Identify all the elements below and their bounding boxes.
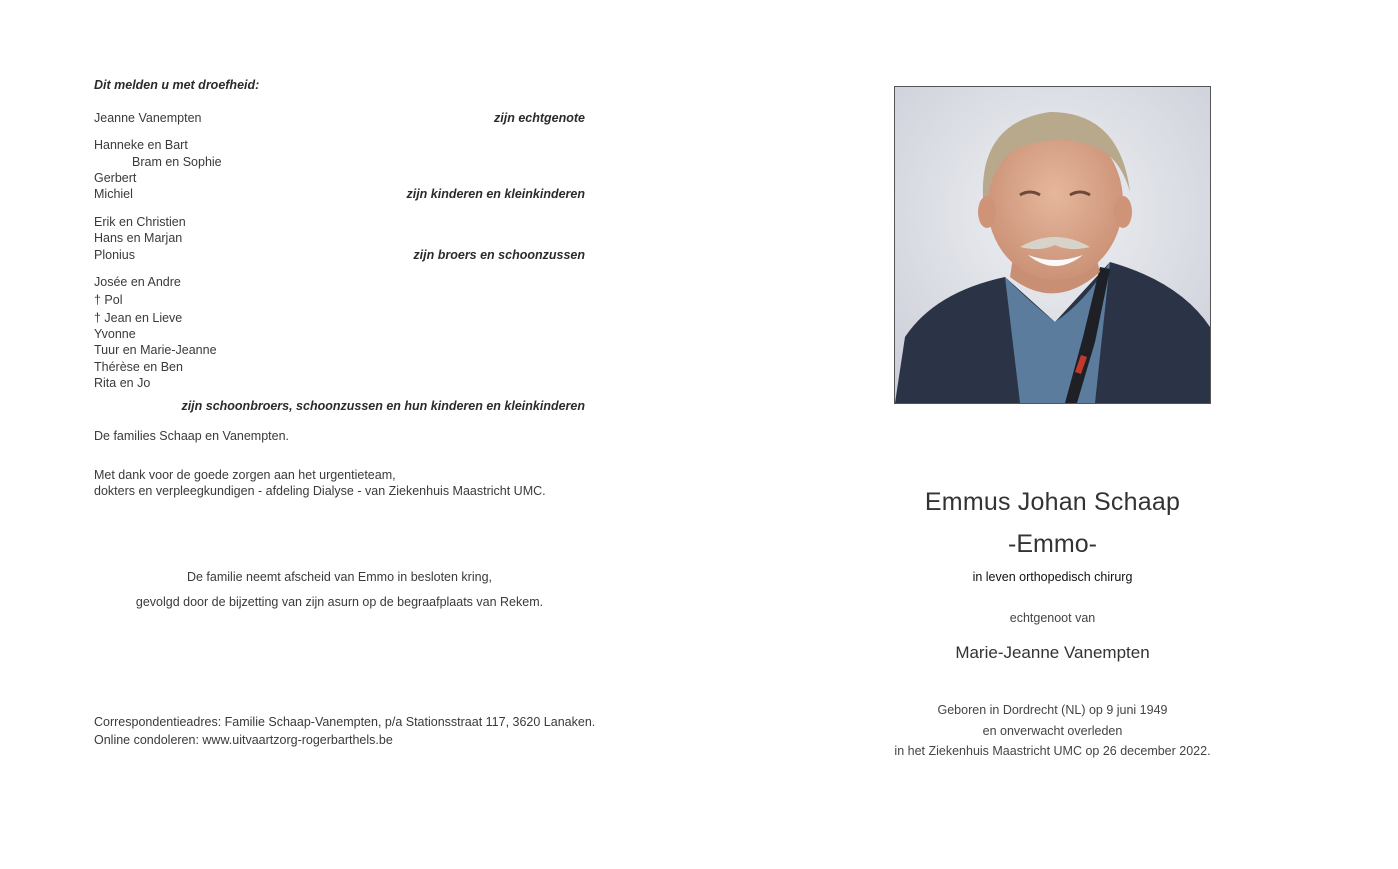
relation-label: zijn echtgenote [494, 111, 585, 125]
thanks-line: dokters en verpleegkundigen - afdeling Dialyse - van Ziekenhuis Maastricht UMC. [94, 484, 546, 498]
relation-label: zijn kinderen en kleinkinderen [406, 187, 585, 201]
announcement-heading: Dit melden u met droefheid: [94, 78, 260, 92]
mourner-name: Bram en Sophie [132, 155, 222, 169]
mourner-name: † Jean en Lieve [94, 311, 183, 325]
farewell-line: gevolgd door de bijzetting van zijn asurn op de begraafplaats van Rekem. [135, 595, 544, 609]
mourner-name: Hanneke en Bart [94, 138, 188, 152]
online-condolence-link: Online condoleren: www.uitvaartzorg-rogerbarthels.be [94, 733, 393, 747]
mourner-name: † Pol [94, 293, 123, 307]
thanks-line: Met dank voor de goede zorgen aan het urgentieteam, [94, 468, 396, 482]
mourner-name: Gerbert [94, 171, 137, 185]
relation-label: zijn broers en schoonzussen [413, 248, 585, 262]
mourner-name: Plonius [94, 248, 135, 262]
mourner-name: Jeanne Vanempten [94, 111, 202, 125]
mourner-name: Erik en Christien [94, 215, 186, 229]
mourner-name: Yvonne [94, 327, 136, 341]
deceased-occupation: in leven orthopedisch chirurg [972, 570, 1133, 584]
death-line: en onverwacht overleden [982, 724, 1123, 738]
portrait-photo [894, 86, 1211, 404]
birth-line: Geboren in Dordrecht (NL) op 9 juni 1949 [937, 703, 1168, 717]
death-place-line: in het Ziekenhuis Maastricht UMC op 26 december 2022. [894, 744, 1211, 758]
mourner-name: Tuur en Marie-Jeanne [94, 343, 217, 357]
mourner-name: Hans en Marjan [94, 231, 183, 245]
mourner-name: Rita en Jo [94, 376, 151, 390]
relation-label: zijn schoonbroers, schoonzussen en hun kinderen en kleinkinderen [181, 399, 585, 413]
farewell-line: De familie neemt afscheid van Emmo in besloten kring, [186, 570, 492, 584]
correspondence-address: Correspondentieadres: Familie Schaap-Vanempten, p/a Stationsstraat 117, 3620 Lanaken. [94, 715, 596, 729]
spouse-name: Marie-Jeanne Vanempten [955, 643, 1150, 662]
deceased-full-name: Emmus Johan Schaap [924, 488, 1181, 516]
deceased-nickname: -Emmo- [1008, 530, 1097, 558]
mourner-name: Thérèse en Ben [94, 360, 183, 374]
portrait-illustration [895, 87, 1210, 403]
families-line: De families Schaap en Vanempten. [94, 429, 290, 443]
mourner-name: Josée en Andre [94, 275, 181, 289]
mourner-name: Michiel [94, 187, 133, 201]
spouse-label: echtgenoot van [1009, 611, 1096, 625]
